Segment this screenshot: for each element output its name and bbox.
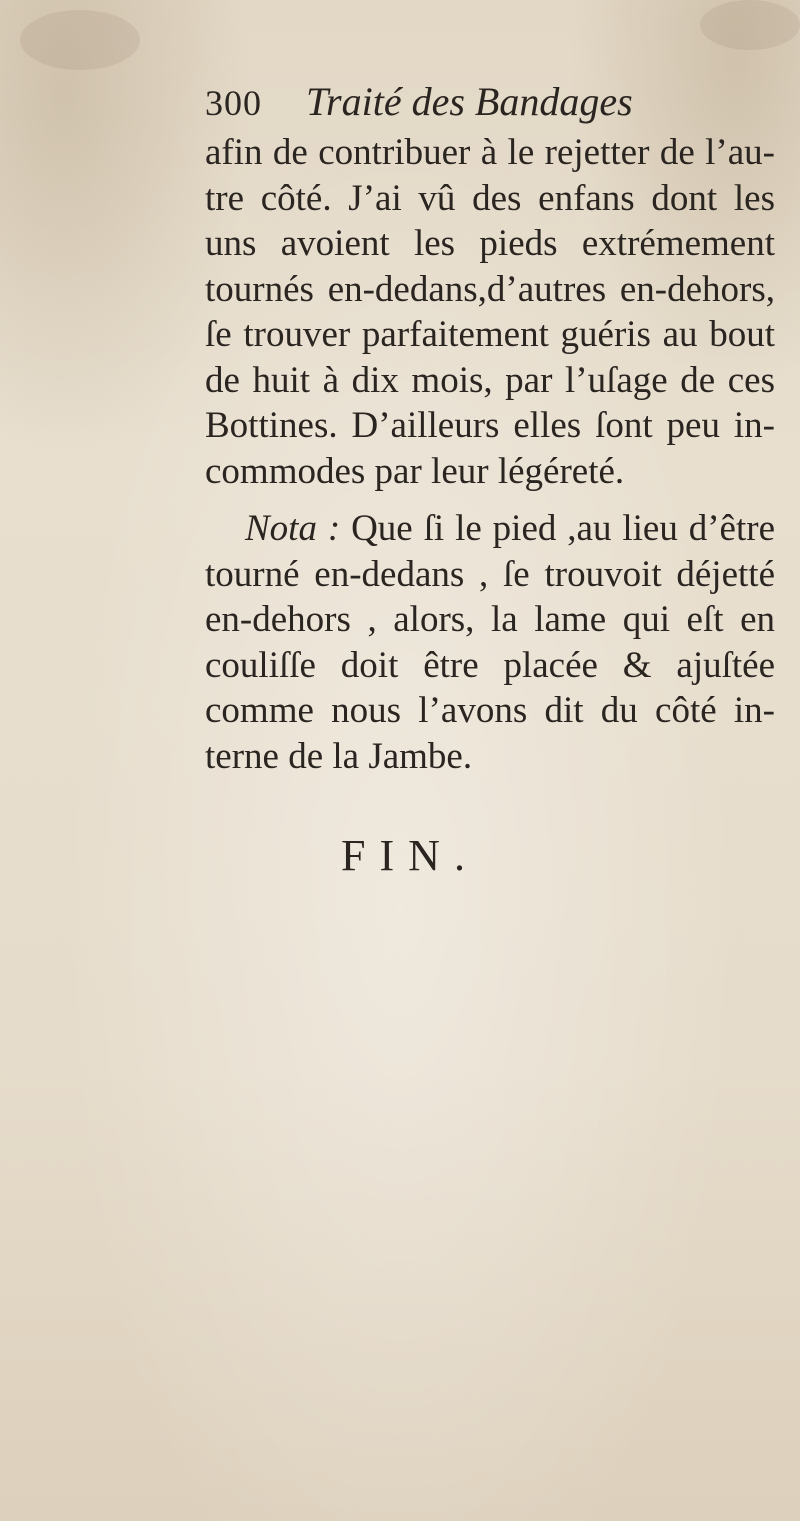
text-line: couliſſe doit être placée & ajuſtée [205,644,775,686]
text-line: en-dehors , alors, la lame qui eſt en [205,599,775,640]
text-line: de huit à dix mois, par l’uſage de ces [205,359,775,401]
nota-label: Nota : [245,508,341,549]
running-head [205,78,765,134]
body-paragraph [205,130,775,494]
text-line: tourné en-dedans , ſe trouvoit déjetté [205,553,775,595]
nota-paragraph [205,506,775,779]
text-line: tournés en-dedans,d’autres en-dehors, [205,268,775,310]
text-line: uns avoient les pieds extrémement [205,223,775,264]
paper-stain [20,10,140,70]
text-line: afin de contribuer à le rejetter de l’au- [205,132,775,173]
text-line: tre côté. J’ai vû des enfans dont les [205,177,775,219]
text-line: comme nous l’avons dit du côté in- [205,690,775,731]
running-title: Traité des Bandages [306,79,633,124]
text-line: Bottines. D’ailleurs elles ſont peu in- [205,405,775,446]
text-line: commodes par leur légéreté. [205,450,625,492]
page-number: 300 [205,83,262,123]
text-line: ſe trouver parfaitement guéris au bout [205,314,775,355]
nota-first-line-text: Que ſi le pied ,au lieu d’être [340,508,776,549]
fin-heading: FIN. [341,831,479,880]
nota-first-line [205,506,775,552]
paper-stain [700,0,800,50]
text-line: terne de la Jambe. [205,735,473,777]
